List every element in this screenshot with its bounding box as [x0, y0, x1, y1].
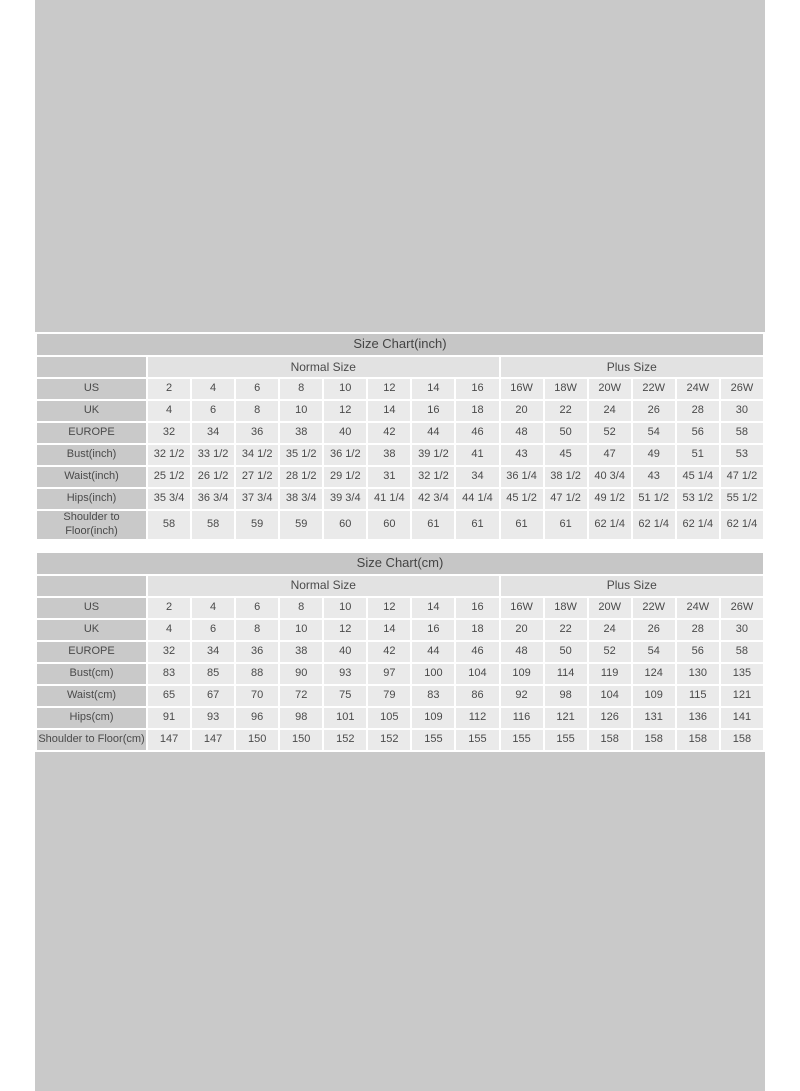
size-cell: 47 — [589, 445, 631, 465]
size-cell: 41 1/4 — [368, 489, 410, 509]
row-label: Hips(inch) — [37, 489, 146, 509]
size-cell: 36 1/4 — [501, 467, 543, 487]
size-group-row — [37, 357, 763, 377]
size-cell: 35 1/2 — [280, 445, 322, 465]
size-cell: 31 — [368, 467, 410, 487]
size-cell: 58 — [148, 511, 190, 539]
row-label: US — [37, 379, 146, 399]
size-cell: 35 3/4 — [148, 489, 190, 509]
size-cell: 36 — [236, 423, 278, 443]
size-cell: 16W — [501, 598, 543, 618]
size-cell: 43 — [633, 467, 675, 487]
size-cell: 130 — [677, 664, 719, 684]
size-cell: 58 — [721, 423, 763, 443]
size-cell: 98 — [545, 686, 587, 706]
size-cell: 14 — [412, 379, 454, 399]
size-cell: 104 — [456, 664, 498, 684]
size-cell: 4 — [192, 598, 234, 618]
size-cell: 54 — [633, 642, 675, 662]
size-cell: 6 — [236, 379, 278, 399]
corner-cell — [37, 576, 146, 596]
size-cell: 114 — [545, 664, 587, 684]
normal-size-header: Normal Size — [148, 576, 499, 596]
size-cell: 26 — [633, 401, 675, 421]
size-cell: 44 — [412, 642, 454, 662]
size-cell: 26W — [721, 379, 763, 399]
size-cell: 32 — [148, 423, 190, 443]
size-cell: 141 — [721, 708, 763, 728]
size-cell: 96 — [236, 708, 278, 728]
size-cell: 54 — [633, 423, 675, 443]
size-cell: 70 — [236, 686, 278, 706]
size-cell: 42 — [368, 423, 410, 443]
size-cell: 28 — [677, 620, 719, 640]
size-cell: 43 — [501, 445, 543, 465]
size-cell: 40 3/4 — [589, 467, 631, 487]
size-cell: 16 — [412, 401, 454, 421]
row-label: Shoulder to Floor(cm) — [37, 730, 146, 750]
size-cell: 49 1/2 — [589, 489, 631, 509]
size-cell: 136 — [677, 708, 719, 728]
row-label: US — [37, 598, 146, 618]
size-cell: 79 — [368, 686, 410, 706]
size-cell: 50 — [545, 423, 587, 443]
size-cell: 34 — [192, 423, 234, 443]
size-cell: 62 1/4 — [633, 511, 675, 539]
size-cell: 38 1/2 — [545, 467, 587, 487]
size-cell: 44 1/4 — [456, 489, 498, 509]
size-cell: 45 1/2 — [501, 489, 543, 509]
size-cell: 4 — [192, 379, 234, 399]
size-cell: 24 — [589, 620, 631, 640]
size-cell: 152 — [324, 730, 366, 750]
size-cell: 16 — [456, 379, 498, 399]
size-cell: 26W — [721, 598, 763, 618]
size-cell: 42 — [368, 642, 410, 662]
size-cell: 131 — [633, 708, 675, 728]
size-cell: 8 — [236, 620, 278, 640]
row-label: UK — [37, 401, 146, 421]
size-cell: 52 — [589, 642, 631, 662]
size-cell: 25 1/2 — [148, 467, 190, 487]
size-cell: 4 — [148, 620, 190, 640]
size-cell: 150 — [280, 730, 322, 750]
size-cell: 40 — [324, 642, 366, 662]
size-cell: 16 — [456, 598, 498, 618]
size-cell: 38 3/4 — [280, 489, 322, 509]
table-row — [37, 379, 763, 399]
size-cell: 47 1/2 — [545, 489, 587, 509]
size-cell: 147 — [192, 730, 234, 750]
size-cell: 38 — [280, 423, 322, 443]
row-label: Waist(cm) — [37, 686, 146, 706]
size-cell: 36 1/2 — [324, 445, 366, 465]
size-cell: 112 — [456, 708, 498, 728]
size-cell: 22W — [633, 598, 675, 618]
size-cell: 36 3/4 — [192, 489, 234, 509]
size-cell: 18W — [545, 379, 587, 399]
size-cell: 20 — [501, 620, 543, 640]
plus-size-header: Plus Size — [501, 357, 764, 377]
size-cell: 39 3/4 — [324, 489, 366, 509]
size-cell: 59 — [280, 511, 322, 539]
size-cell: 42 3/4 — [412, 489, 454, 509]
size-cell: 12 — [368, 379, 410, 399]
size-cell: 20W — [589, 598, 631, 618]
size-cell: 116 — [501, 708, 543, 728]
size-cell: 10 — [280, 620, 322, 640]
table-row — [37, 686, 763, 706]
size-cell: 97 — [368, 664, 410, 684]
size-cell: 61 — [412, 511, 454, 539]
size-cell: 41 — [456, 445, 498, 465]
size-cell: 158 — [677, 730, 719, 750]
size-cell: 155 — [545, 730, 587, 750]
size-cell: 30 — [721, 620, 763, 640]
size-cell: 50 — [545, 642, 587, 662]
size-cell: 28 1/2 — [280, 467, 322, 487]
size-cell: 56 — [677, 423, 719, 443]
size-cell: 2 — [148, 598, 190, 618]
size-cell: 10 — [280, 401, 322, 421]
size-cell: 34 — [192, 642, 234, 662]
size-cell: 65 — [148, 686, 190, 706]
table-row — [37, 620, 763, 640]
size-cell: 62 1/4 — [721, 511, 763, 539]
row-label: UK — [37, 620, 146, 640]
size-cell: 98 — [280, 708, 322, 728]
size-cell: 104 — [589, 686, 631, 706]
size-cell: 85 — [192, 664, 234, 684]
size-cell: 53 1/2 — [677, 489, 719, 509]
table-separator — [35, 541, 765, 551]
size-cell: 22W — [633, 379, 675, 399]
normal-size-header: Normal Size — [148, 357, 499, 377]
size-cell: 124 — [633, 664, 675, 684]
table-row — [37, 489, 763, 509]
row-label: Bust(inch) — [37, 445, 146, 465]
size-cell: 14 — [368, 401, 410, 421]
size-cell: 24W — [677, 598, 719, 618]
size-cell: 72 — [280, 686, 322, 706]
size-cell: 27 1/2 — [236, 467, 278, 487]
table-row — [37, 445, 763, 465]
size-chart-inch-title: Size Chart(inch) — [37, 334, 763, 355]
size-cell: 22 — [545, 401, 587, 421]
size-cell: 32 1/2 — [412, 467, 454, 487]
size-cell: 101 — [324, 708, 366, 728]
table-row — [37, 598, 763, 618]
size-cell: 20W — [589, 379, 631, 399]
size-cell: 60 — [324, 511, 366, 539]
table-row — [37, 642, 763, 662]
size-cell: 92 — [501, 686, 543, 706]
size-cell: 18W — [545, 598, 587, 618]
size-cell: 62 1/4 — [677, 511, 719, 539]
size-cell: 14 — [368, 620, 410, 640]
size-cell: 8 — [236, 401, 278, 421]
size-cell: 91 — [148, 708, 190, 728]
size-cell: 83 — [148, 664, 190, 684]
size-cell: 155 — [412, 730, 454, 750]
size-cell: 24W — [677, 379, 719, 399]
size-cell: 67 — [192, 686, 234, 706]
size-cell: 6 — [192, 620, 234, 640]
size-cell: 150 — [236, 730, 278, 750]
size-cell: 105 — [368, 708, 410, 728]
size-cell: 52 — [589, 423, 631, 443]
table-row — [37, 401, 763, 421]
size-cell: 10 — [324, 379, 366, 399]
row-label: EUROPE — [37, 642, 146, 662]
plus-size-header: Plus Size — [501, 576, 764, 596]
size-cell: 26 1/2 — [192, 467, 234, 487]
size-cell: 126 — [589, 708, 631, 728]
size-cell: 100 — [412, 664, 454, 684]
size-cell: 115 — [677, 686, 719, 706]
size-cell: 60 — [368, 511, 410, 539]
size-cell: 48 — [501, 642, 543, 662]
size-cell: 20 — [501, 401, 543, 421]
corner-cell — [37, 357, 146, 377]
size-cell: 45 — [545, 445, 587, 465]
size-cell: 38 — [280, 642, 322, 662]
size-chart-cm-table — [35, 551, 765, 752]
size-cell: 44 — [412, 423, 454, 443]
size-cell: 8 — [280, 379, 322, 399]
size-cell: 158 — [721, 730, 763, 750]
size-chart-inch-table — [35, 332, 765, 541]
size-group-row — [37, 576, 763, 596]
table-title-row — [37, 334, 763, 355]
size-cell: 16W — [501, 379, 543, 399]
size-cell: 48 — [501, 423, 543, 443]
size-cell: 2 — [148, 379, 190, 399]
table-row — [37, 730, 763, 750]
size-cell: 152 — [368, 730, 410, 750]
size-cell: 61 — [545, 511, 587, 539]
size-cell: 47 1/2 — [721, 467, 763, 487]
size-cell: 29 1/2 — [324, 467, 366, 487]
size-cell: 75 — [324, 686, 366, 706]
size-cell: 6 — [192, 401, 234, 421]
size-cell: 26 — [633, 620, 675, 640]
size-cell: 46 — [456, 423, 498, 443]
size-cell: 32 1/2 — [148, 445, 190, 465]
row-label: Bust(cm) — [37, 664, 146, 684]
row-label: EUROPE — [37, 423, 146, 443]
size-cell: 18 — [456, 620, 498, 640]
size-cell: 40 — [324, 423, 366, 443]
size-cell: 93 — [324, 664, 366, 684]
size-cell: 34 1/2 — [236, 445, 278, 465]
size-cell: 8 — [280, 598, 322, 618]
size-cell: 61 — [456, 511, 498, 539]
size-cell: 155 — [456, 730, 498, 750]
size-cell: 58 — [192, 511, 234, 539]
table-row — [37, 511, 763, 539]
size-chart-cm-title: Size Chart(cm) — [37, 553, 763, 574]
size-cell: 39 1/2 — [412, 445, 454, 465]
table-row — [37, 664, 763, 684]
size-chart-area — [35, 332, 765, 752]
size-cell: 56 — [677, 642, 719, 662]
size-cell: 12 — [324, 401, 366, 421]
row-label: Waist(inch) — [37, 467, 146, 487]
size-cell: 88 — [236, 664, 278, 684]
size-cell: 28 — [677, 401, 719, 421]
size-cell: 4 — [148, 401, 190, 421]
size-cell: 30 — [721, 401, 763, 421]
size-cell: 16 — [412, 620, 454, 640]
size-cell: 121 — [545, 708, 587, 728]
table-title-row — [37, 553, 763, 574]
size-cell: 121 — [721, 686, 763, 706]
size-cell: 155 — [501, 730, 543, 750]
size-cell: 12 — [368, 598, 410, 618]
table-row — [37, 467, 763, 487]
size-cell: 33 1/2 — [192, 445, 234, 465]
row-label: Hips(cm) — [37, 708, 146, 728]
size-cell: 109 — [633, 686, 675, 706]
size-cell: 24 — [589, 401, 631, 421]
size-cell: 83 — [412, 686, 454, 706]
size-cell: 36 — [236, 642, 278, 662]
size-cell: 46 — [456, 642, 498, 662]
size-cell: 109 — [412, 708, 454, 728]
size-cell: 135 — [721, 664, 763, 684]
size-cell: 55 1/2 — [721, 489, 763, 509]
size-cell: 22 — [545, 620, 587, 640]
size-cell: 62 1/4 — [589, 511, 631, 539]
size-cell: 34 — [456, 467, 498, 487]
size-cell: 32 — [148, 642, 190, 662]
size-cell: 12 — [324, 620, 366, 640]
size-cell: 147 — [148, 730, 190, 750]
size-cell: 38 — [368, 445, 410, 465]
size-cell: 51 — [677, 445, 719, 465]
size-cell: 86 — [456, 686, 498, 706]
row-label: Shoulder to Floor(inch) — [37, 511, 146, 539]
size-cell: 119 — [589, 664, 631, 684]
size-cell: 10 — [324, 598, 366, 618]
product-image-background — [35, 0, 765, 1091]
size-cell: 45 1/4 — [677, 467, 719, 487]
size-cell: 37 3/4 — [236, 489, 278, 509]
size-cell: 158 — [589, 730, 631, 750]
size-cell: 93 — [192, 708, 234, 728]
size-cell: 109 — [501, 664, 543, 684]
size-cell: 90 — [280, 664, 322, 684]
size-cell: 14 — [412, 598, 454, 618]
size-cell: 53 — [721, 445, 763, 465]
size-cell: 6 — [236, 598, 278, 618]
table-row — [37, 708, 763, 728]
size-cell: 49 — [633, 445, 675, 465]
size-cell: 58 — [721, 642, 763, 662]
size-cell: 59 — [236, 511, 278, 539]
size-cell: 61 — [501, 511, 543, 539]
size-cell: 51 1/2 — [633, 489, 675, 509]
table-row — [37, 423, 763, 443]
size-cell: 158 — [633, 730, 675, 750]
size-cell: 18 — [456, 401, 498, 421]
